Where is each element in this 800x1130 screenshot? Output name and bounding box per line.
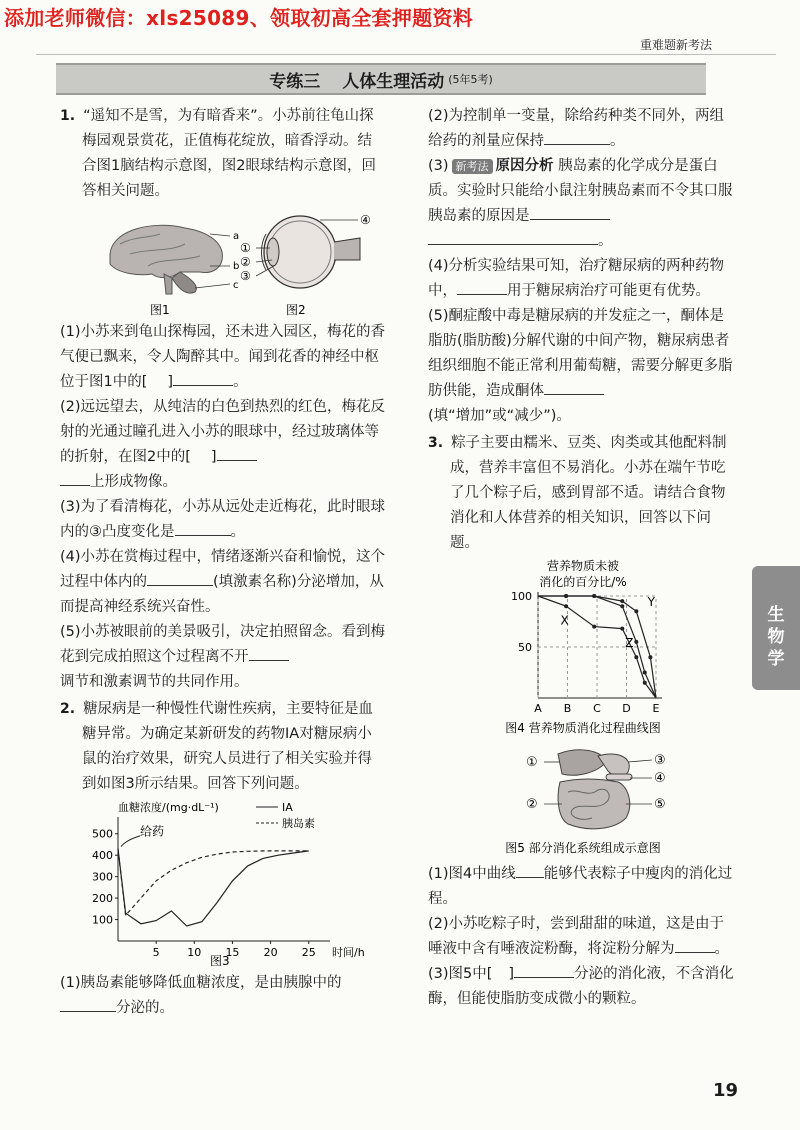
q2-part2 [428, 104, 738, 154]
fig4-x-tick-label: A [534, 702, 542, 715]
q2-part2-end: 。 [610, 133, 625, 149]
fig3-x-tick-label: 20 [263, 946, 278, 959]
q1-part4 [60, 545, 386, 620]
digestive-system-figure [428, 738, 738, 858]
watermark-text: 添加老师微信：xls25089、领取初高全套押题资料 [4, 6, 474, 30]
left-column [60, 104, 386, 1021]
fig3-x-tick-label: 25 [301, 946, 316, 959]
q3-part3-bracket-blank[interactable] [492, 964, 508, 978]
section-subtitle: (5年5考) [448, 73, 493, 86]
fig5-caption: 图5 部分消化系统组成示意图 [505, 841, 661, 855]
q1-part5-blank[interactable] [249, 646, 289, 661]
fig4-title-line2: 消化的百分比/% [539, 575, 627, 589]
q2-part3-end: 。 [598, 233, 613, 249]
eye-label-3: ③ [240, 269, 251, 283]
q1-part2 [60, 395, 386, 495]
digestive-organs [526, 750, 666, 829]
q1-part1 [60, 320, 386, 395]
fig1-caption: 图1 [150, 303, 170, 317]
fig4-x-tick-label: E [652, 702, 660, 715]
series-title: 重难题新考法 [639, 38, 712, 52]
q2-part1 [60, 971, 386, 1021]
fig3-x-tick-label: 5 [152, 946, 160, 959]
q2-part4-blank[interactable] [457, 280, 507, 295]
fig4-point [634, 655, 638, 659]
section-title: 人体生理活动 [342, 71, 445, 92]
q2-part3-blank-b[interactable] [428, 230, 598, 245]
fig3-y-tick-label: 100 [92, 913, 113, 927]
header-divider [36, 54, 776, 55]
q3-part3 [428, 962, 738, 1012]
q1-part3-blank[interactable] [175, 521, 231, 536]
fig3-legend [256, 801, 315, 830]
eye-label-2: ② [240, 255, 251, 269]
q2-part5-end: (填“增加”或“减少”)。 [428, 408, 571, 424]
fig5-label-2: ② [526, 797, 538, 812]
fig3-xlabel: 时间/h [332, 946, 365, 959]
q2-part5-blank[interactable] [544, 380, 604, 395]
figures-1-2 [60, 208, 386, 318]
q1-part4-text: (4)小苏在赏梅过程中，情绪逐渐兴奋和愉悦，这个过程中体内的 [60, 549, 386, 590]
q1-part5-end: 调节和激素调节的共同作用。 [60, 674, 249, 690]
fig3-annotation: 给药 [140, 824, 165, 839]
fig3-y-tick-label: 200 [92, 892, 113, 906]
q1-part1-bracket-blank[interactable] [147, 372, 167, 386]
fig4-curve-label: Z [625, 636, 634, 650]
q1-part1-text: (1)小苏来到龟山探梅园，还未进入园区，梅花的香气便已飘来，令人陶醉其中。闻到花香的神经中枢位于图1中的[ [60, 324, 386, 390]
brain-label-c: c [233, 280, 239, 291]
fig3-plot [92, 817, 365, 959]
fig4-point [564, 594, 568, 598]
q3-part3-end: 分泌的消化液，不含消化酶，但能使脂肪变成微小的颗粒。 [428, 966, 734, 1007]
q2-part1-blank[interactable] [60, 997, 116, 1012]
fig4-caption: 图4 营养物质消化过程曲线图 [505, 721, 661, 735]
q1-part2-blank-b[interactable] [60, 471, 90, 486]
q1-part3 [60, 495, 386, 545]
fig5-label-3: ③ [654, 753, 666, 768]
fig4-point [620, 627, 624, 631]
fig4-curve-label: X [560, 613, 569, 628]
brain-label-b: b [233, 261, 240, 272]
section-number: 专练三 [269, 71, 321, 92]
fig3-legend-label: 胰岛素 [282, 817, 315, 830]
q2-part3-prefix: (3) [428, 158, 449, 174]
q1-part1-end: 。 [233, 374, 248, 390]
fig4-y-tick-label: 50 [518, 641, 532, 654]
q1-part2-bracket-blank[interactable] [191, 447, 211, 461]
q1-part2-bracket: ] [210, 449, 217, 465]
fig4-curve-label: Y [647, 595, 655, 610]
q3-part3-text: (3)图5中[ [428, 966, 493, 982]
q3-part1 [428, 862, 738, 912]
q1-part2-text: (2)远远望去，从纯洁的白色到热烈的红色，梅花反射的光通过瞳孔进入小苏的眼球中，经过玻璃体等的折射，在图2中的[ [60, 399, 386, 465]
brain-eye-figure [60, 208, 386, 318]
q3-part1-end: 能够代表粽子中瘦肉的消化过程。 [428, 866, 733, 907]
eye-label-4: ④ [360, 213, 371, 227]
fig4-point [643, 671, 647, 675]
fig3-legend-label: IA [282, 801, 293, 814]
q2-part1-text: (1)胰岛素能够降低血糖浓度，是由胰腺中的 [60, 975, 342, 991]
blood-glucose-chart [60, 799, 386, 969]
q2-part5 [428, 304, 738, 429]
q1-part3-end: 。 [230, 524, 245, 540]
fig2-caption: 图2 [286, 303, 306, 317]
fig4-point [634, 640, 638, 644]
q1-part1-bracket: ] [167, 374, 174, 390]
q2-part4-text: (4)分析实验结果可知，治疗糖尿病的两种药物中， [428, 258, 725, 299]
q2-intro-para [60, 697, 386, 797]
eye-label-1: ① [240, 241, 251, 255]
fig5-label-1: ① [526, 755, 538, 770]
new-method-tag: 新考法 [452, 159, 493, 174]
q3-part2-end: 。 [714, 941, 729, 957]
eye-diagram [240, 213, 371, 288]
fig4-x-tick-label: B [563, 702, 572, 715]
fig3-y-tick-label: 500 [92, 827, 113, 841]
q3-part3-blank[interactable] [514, 963, 574, 978]
q1-part5 [60, 620, 386, 695]
q1-part4-end: (填激素名称)分泌增加，从而提高神经系统兴奋性。 [60, 574, 384, 615]
q3-part2 [428, 912, 738, 962]
q2-part2-blank[interactable] [544, 130, 610, 145]
right-column [428, 104, 738, 1012]
fig4-x-tick-label: C [593, 702, 601, 715]
q2-number: 2. [60, 701, 76, 717]
fig3-series-ia [118, 849, 309, 926]
q2-part3-blank-a[interactable] [530, 205, 610, 220]
q2-part3 [428, 154, 738, 254]
q3-part2-text: (2)小苏吃粽子时，尝到甜甜的味道，这是由于唾液中含有唾液淀粉酶，将淀粉分解为 [428, 916, 725, 957]
q2-part5-text: (5)酮症酸中毒是糖尿病的并发症之一，酮体是脂肪(脂肪酸)分解代谢的中间产物，糖尿病患者组织细胞不能正常利用葡萄糖，需要分解更多脂肪供能，造成酮体 [428, 308, 733, 399]
fig3-y-tick-label: 300 [92, 870, 113, 884]
q1-intro: “遥知不是雪，为有暗香来”。小苏前往龟山探梅园观景赏花，正值梅花绽放，暗香浮动。结合图1脑结构示意图，图2眼球结构示意图，回答相关问题。 [82, 108, 376, 199]
q2-part4 [428, 254, 738, 304]
subject-label: 生物学 [767, 605, 785, 669]
fig4-x-tick-label: D [622, 702, 631, 715]
fig4-point [648, 655, 652, 659]
fig4-y-tick-label: 100 [511, 590, 532, 603]
q3-part3-bracket: ] [508, 966, 515, 982]
q1-part5-text: (5)小苏被眼前的美景吸引，决定拍照留念。看到梅花到完成拍照这个过程离不开 [60, 624, 386, 665]
digestion-curve-chart [428, 556, 738, 736]
q3-intro: 粽子主要由糯米、豆类、肉类或其他配料制成，营养丰富但不易消化。小苏在端午节吃了几个粽子后，感到胃部不适。请结合食物消化和人体营养的相关知识，回答以下问题。 [450, 435, 727, 551]
q2-part4-end: 用于糖尿病治疗可能更有优势。 [507, 283, 710, 299]
q1-part2-end: 上形成物像。 [90, 474, 177, 490]
q2-part1-end: 分泌的。 [116, 1000, 174, 1016]
fig5-label-4: ④ [654, 771, 666, 786]
page-number: 19 [712, 1080, 738, 1101]
section-header [56, 63, 706, 95]
fig4-point [592, 594, 596, 598]
q1-intro-para [60, 104, 386, 204]
fig4-point [620, 599, 624, 603]
brain-diagram [110, 225, 239, 294]
subject-side-tab [752, 566, 800, 690]
q3-part1-text: (1)图4中曲线 [428, 866, 516, 882]
q1-part3-text: (3)为了看清梅花，小苏从远处走近梅花，此时眼球内的③凸度变化是 [60, 499, 386, 540]
fig4-point [592, 625, 596, 629]
fig4-plot [511, 590, 662, 715]
fig4-title-line1: 营养物质未被 [546, 559, 620, 573]
fig3-x-tick-label: 10 [187, 946, 202, 959]
fig4-point [564, 604, 568, 608]
fig4-point [643, 681, 647, 685]
q3-number: 3. [428, 435, 444, 451]
fig3-x-tick-label: 15 [225, 946, 240, 959]
q1-part2-blank-a[interactable] [217, 446, 257, 461]
q2-part3-heading: 原因分析 [495, 158, 554, 174]
q1-number: 1. [60, 108, 76, 124]
fig4-point [620, 604, 624, 608]
q3-part2-blank[interactable] [675, 938, 715, 953]
q3-intro-para [428, 431, 738, 556]
fig5-label-5: ⑤ [654, 797, 666, 812]
fig3-caption: 图3 [210, 954, 230, 968]
q1-part4-blank[interactable] [147, 571, 213, 586]
fig3-ylabel: 血糖浓度/(mg·dL⁻¹) [118, 801, 219, 814]
brain-label-a: a [233, 231, 240, 242]
q2-intro: 糖尿病是一种慢性代谢性疾病，主要特征是血糖异常。为确定某新研发的药物IA对糖尿病小鼠的治疗效果，研究人员进行了相关实验并得到如图3所示结果。回答下列问题。 [82, 701, 374, 792]
q2-part2-text: (2)为控制单一变量，除给药种类不同外，两组给药的剂量应保持 [428, 108, 725, 149]
q3-part1-blank[interactable] [516, 863, 544, 878]
q1-part1-blank[interactable] [173, 371, 233, 386]
fig3-y-tick-label: 400 [92, 849, 113, 863]
fig3-annotation-arrow [121, 836, 140, 847]
fig4-point [634, 609, 638, 613]
q2-part3-text: 胰岛素的化学成分是蛋白质。实验时只能给小鼠注射胰岛素而不令其口服胰岛素的原因是 [428, 158, 733, 224]
fig3-series-insulin [118, 849, 309, 916]
